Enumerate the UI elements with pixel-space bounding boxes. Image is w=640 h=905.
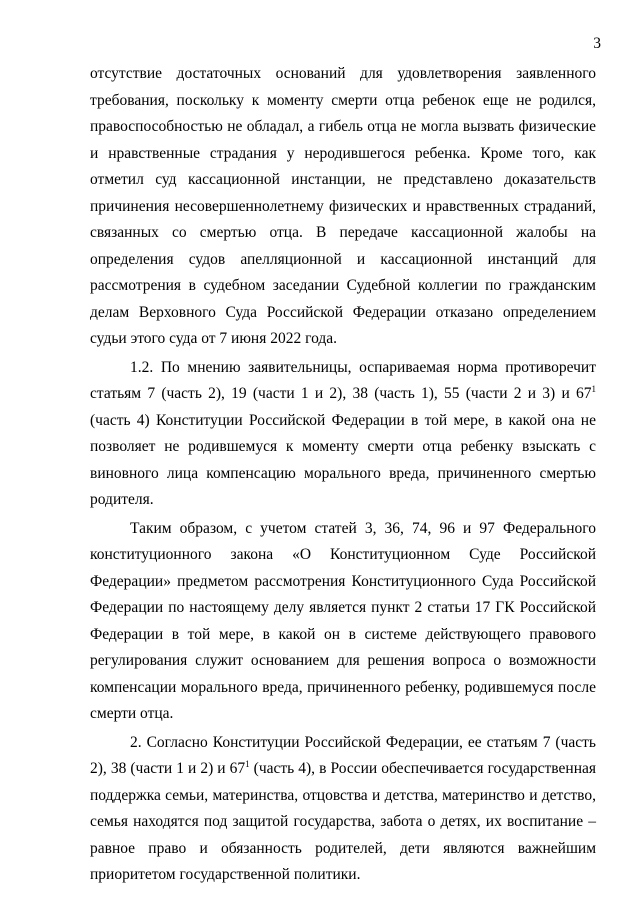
paragraph-constitution	[90, 730, 596, 889]
document-body	[90, 61, 596, 889]
paragraph-applicant-claim	[90, 355, 596, 514]
paragraph-text: 2. Согласно Конституции Российской Федерации, ее статьям 7 (часть 2), 38 (части 1 и 2) и 67	[90, 733, 596, 777]
paragraph-text: (часть 4), в России обеспечивается государственная поддержка семьи, материнства, отцовства и детства, материнство и детство, семья находятся под защитой государства, забота о детях, их воспитание – равное право и обязанность родителей, дети являются важнейшим приоритетом государственной политики.	[90, 760, 596, 883]
paragraph-court-findings: отсутствие достаточных оснований для удовлетворения заявленного требования, поскольку к моменту смерти отца ребенок еще не родился, правоспособностью не обладал, а гибель отца не могла вызвать физические и нравственные страдания у неродившегося ребенка. Кроме того, как отметил суд кассационной инстанции, не представлено доказательств причинения несовершеннолетнему физических и нравственных страданий, связанных со смертью отца. В передаче кассационной жалобы на определения судов апелляционной и кассационной инстанций для рассмотрения в судебном заседании Судебной коллегии по гражданским делам Верховного Суда Российской Федерации отказано определением судьи этого суда от 7 июня 2022 года.	[90, 65, 596, 347]
paragraph-text: 1.2. По мнению заявительницы, оспариваемая норма противоречит статьям 7 (часть 2), 19 (части 1 и 2), 38 (часть 1), 55 (части 2 и 3) и 67	[90, 358, 596, 402]
superscript: 1	[591, 384, 596, 394]
superscript: 1	[245, 759, 250, 769]
page-number: 3	[593, 35, 601, 52]
paragraph-text: (часть 4) Конституции Российской Федерации в той мере, в какой она не позволяет не родившемуся к моменту смерти отца ребенку взыскать с виновного лица компенсацию морального вреда, причиненного смертью родителя.	[90, 411, 596, 508]
paragraph-subject-of-review: Таким образом, с учетом статей 3, 36, 74, 96 и 97 Федерального конституционного закона «О Конституционном Суде Российской Федерации» предметом рассмотрения Конституционного Суда Российской Федерации по настоящему делу является пункт 2 статьи 17 ГК Российской Федерации в той мере, в какой он в системе действующего правового регулирования служит основанием для решения вопроса о возможности компенсации морального вреда, причиненного ребенку, родившемуся после смерти отца.	[90, 519, 596, 722]
